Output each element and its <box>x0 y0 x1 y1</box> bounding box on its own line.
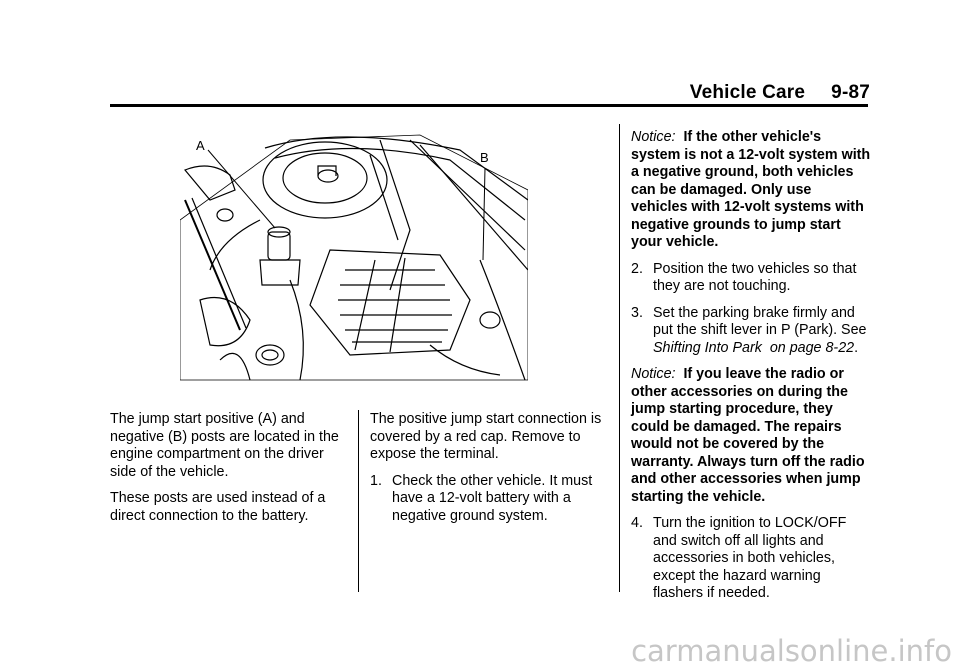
step-3 <box>631 305 871 358</box>
step-text: Turn the ignition to LOCK/OFF and switch off all lights and accessories in both vehicles, except the hazard warning flashers if needed. <box>653 515 847 601</box>
callout-label-b: B <box>480 150 489 165</box>
step-number: 2. <box>631 260 643 277</box>
column-divider-right <box>619 124 620 592</box>
step-2 <box>631 261 871 296</box>
section-title: Vehicle Care <box>689 82 806 103</box>
step-text: Position the two vehicles so that they are not touching. <box>653 260 857 294</box>
body-paragraph: The jump start positive (A) and negative (B) posts are located in the engine compartment on the driver side of the vehicle. <box>110 411 339 480</box>
page-header <box>690 82 870 104</box>
watermark: carmanualsonline.info <box>631 634 952 668</box>
page-number: 9-87 <box>831 82 870 103</box>
engine-compartment-illustration <box>180 130 528 388</box>
step-text: Check the other vehicle. It must have a 12-volt battery with a negative ground system. <box>392 472 593 524</box>
column-1 <box>110 411 350 534</box>
cross-reference-link[interactable] <box>653 340 854 356</box>
step-number: 1. <box>370 472 382 489</box>
notice-text: If you leave the radio or other accessories on during the jump starting procedure, they could be damaged. The repairs would not be covered by the warranty. Always turn off the radio and other accessories when jump starting the vehicle. <box>631 366 865 505</box>
cross-reference-page: on page 8-22 <box>769 339 855 356</box>
step-text: Set the parking brake firmly and put the shift lever in P (Park). See <box>653 304 867 338</box>
step-number: 3. <box>631 304 643 321</box>
step-1 <box>370 473 608 526</box>
notice-2 <box>631 366 871 506</box>
column-2 <box>370 411 608 534</box>
body-paragraph: These posts are used instead of a direct connection to the battery. <box>110 490 326 524</box>
column-divider-left <box>358 410 359 592</box>
notice-1 <box>631 129 871 252</box>
step-end: . <box>854 339 859 356</box>
header-rule <box>110 104 868 107</box>
column-3 <box>631 129 871 612</box>
notice-label: Notice: <box>631 366 676 382</box>
cross-reference-title: Shifting Into Park <box>653 339 762 356</box>
notice-text: If the other vehicle's system is not a 12-volt system with a negative ground, both vehicles can be damaged. Only use vehicles with 12-volt systems with negative grounds to jump start your vehicle. <box>631 129 871 250</box>
callout-label-a: A <box>196 138 205 153</box>
body-paragraph: The positive jump start connection is covered by a red cap. Remove to expose the terminal. <box>370 411 602 462</box>
notice-label: Notice: <box>631 129 676 145</box>
step-4 <box>631 515 871 603</box>
step-number: 4. <box>631 515 643 531</box>
